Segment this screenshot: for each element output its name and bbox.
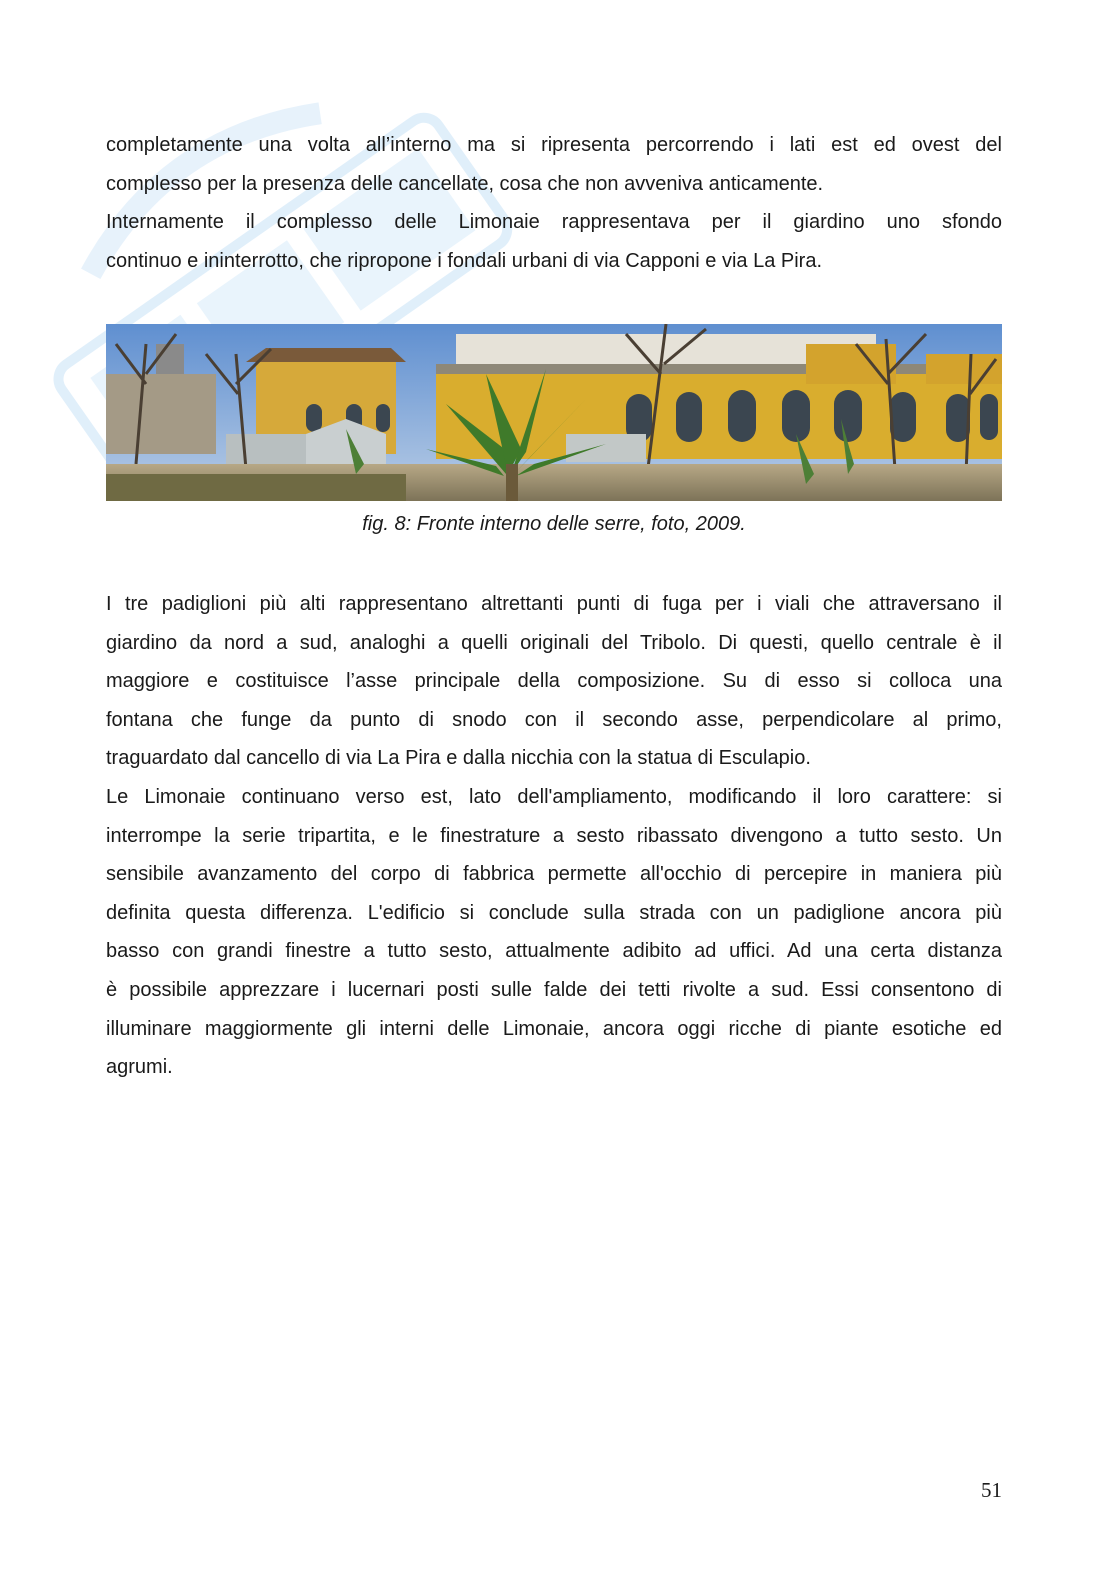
text-line: completamente una volta all’interno ma si ripresenta percorrendo i lati est ed ovest del: [106, 134, 1002, 156]
text-line: I tre padiglioni più alti rappresentano altrettanti punti di fuga per i viali che attraversano il: [106, 593, 1002, 615]
text-line: Le Limonaie continuano verso est, lato dell'ampliamento, modificando il loro carattere: si: [106, 785, 1002, 808]
text-line: interrompe la serie tripartita, e le finestrature a sesto ribassato divengono a tutto sesto. Un: [106, 824, 1002, 847]
text-line: fontana che funge da punto di snodo con il secondo asse, perpendicolare al primo,: [106, 708, 1002, 731]
text-line: è possibile apprezzare i lucernari posti sulle falde dei tetti rivolte a sud. Essi consentono di: [106, 978, 1002, 1001]
text-line: giardino da nord a sud, analoghi a quelli originali del Tribolo. Di questi, quello centrale è il: [106, 631, 1002, 654]
figure-photo: [106, 324, 1002, 501]
text-line: maggiore e costituisce l’asse principale della composizione. Su di esso si colloca una: [106, 670, 1002, 693]
text-line: traguardato dal cancello di via La Pira e dalla nicchia con la statua di Esculapio.: [106, 747, 811, 770]
text-line: Internamente il complesso delle Limonaie rappresentava per il giardino uno sfondo: [106, 211, 1002, 234]
text-line: illuminare maggiormente gli interni delle Limonaie, ancora oggi ricche di piante esotiche ed: [106, 1017, 1002, 1040]
text-line: agrumi.: [106, 1056, 173, 1079]
paragraph-top: [106, 126, 1002, 280]
text-line: sensibile avanzamento del corpo di fabbrica permette all'occhio di percepire in maniera più: [106, 863, 1002, 886]
text-line: complesso per la presenza delle cancellate, cosa che non avveniva anticamente.: [106, 172, 824, 195]
figure-caption: fig. 8: Fronte interno delle serre, foto, 2009.: [362, 513, 746, 535]
text-line: continuo e ininterrotto, che ripropone i fondali urbani di via Capponi e via La Pira.: [106, 249, 822, 272]
page-number: 51: [981, 1478, 1002, 1502]
paragraph-bottom: [106, 585, 1002, 1087]
text-line: basso con grandi finestre a tutto sesto, attualmente adibito ad uffici. Ad una certa distanza: [106, 940, 1002, 963]
text-line: definita questa differenza. L'edificio si conclude sulla strada con un padiglione ancora più: [106, 901, 1002, 924]
